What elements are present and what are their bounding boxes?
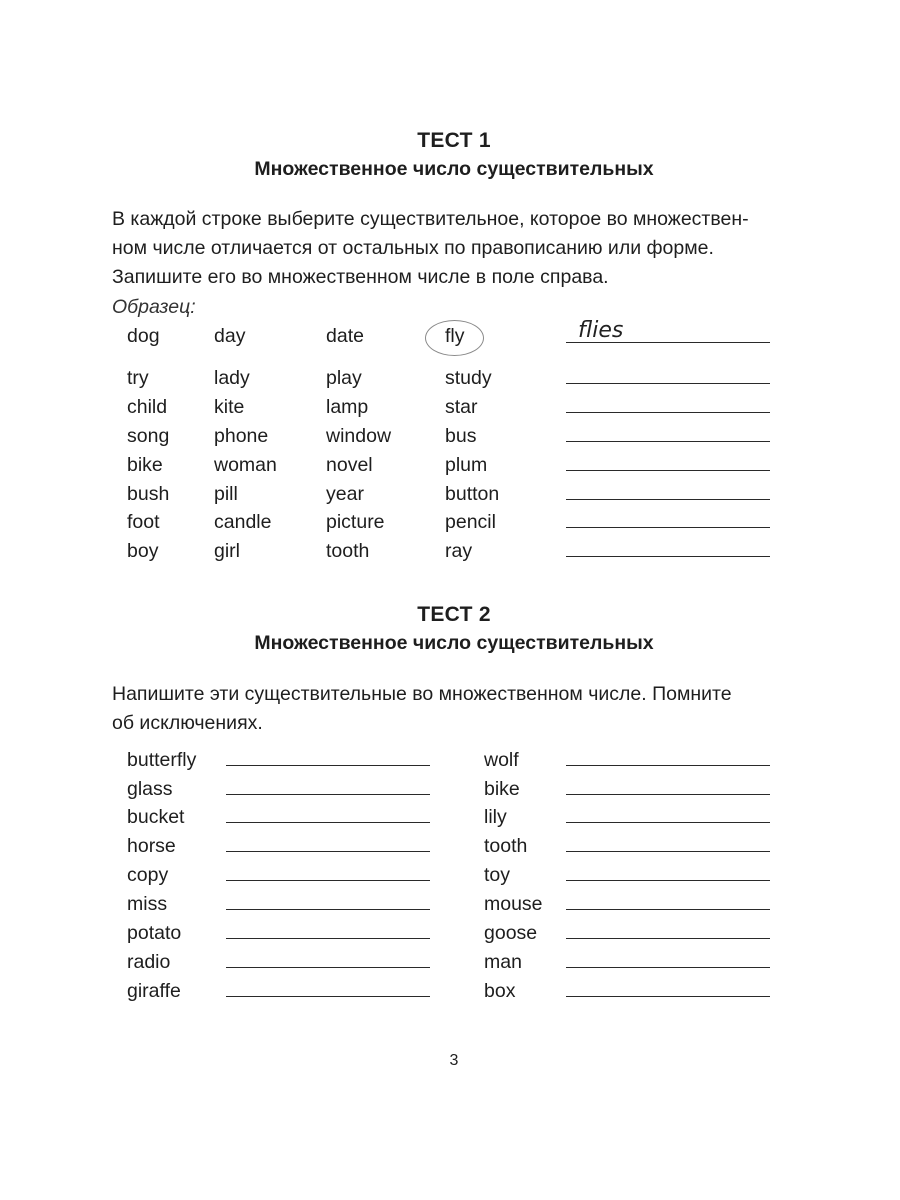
answer-line[interactable]: [226, 765, 430, 766]
row-word: ray: [445, 540, 473, 562]
test1-row: [0, 480, 900, 509]
test1-row: [0, 451, 900, 480]
test1-subtitle: Множественное число существительных: [254, 158, 654, 180]
test2-row: [0, 775, 900, 804]
test2-row: [0, 919, 900, 948]
row-word: year: [326, 483, 364, 505]
word-left: bucket: [127, 806, 185, 828]
sample-answer: flies: [578, 318, 624, 343]
sample-word: day: [214, 325, 246, 347]
test1-row: [0, 393, 900, 422]
answer-line[interactable]: [566, 880, 770, 881]
answer-line[interactable]: [566, 441, 770, 442]
test2-row: [0, 861, 900, 890]
word-left: radio: [127, 951, 171, 973]
word-left: butterfly: [127, 749, 197, 771]
test2-row: [0, 832, 900, 861]
test2-row: [0, 948, 900, 977]
test1-title: ТЕСТ 1: [417, 129, 491, 152]
test2-row: [0, 803, 900, 832]
row-word: kite: [214, 396, 245, 418]
row-word: phone: [214, 425, 269, 447]
row-word: song: [127, 425, 170, 447]
row-word: lady: [214, 367, 250, 389]
answer-line[interactable]: [226, 851, 430, 852]
test1-row: [0, 508, 900, 537]
instruction-line: ном числе отличается от остальных по правописанию или форме.: [112, 237, 714, 259]
answer-line[interactable]: [566, 383, 770, 384]
instruction-line: Запишите его во множественном числе в поле справа.: [112, 266, 609, 288]
sample-word: date: [326, 325, 364, 347]
answer-line[interactable]: [566, 412, 770, 413]
word-right: lily: [484, 806, 507, 828]
test1-row: [0, 364, 900, 393]
row-word: candle: [214, 511, 272, 533]
row-word: play: [326, 367, 362, 389]
sample-label: Образец:: [112, 296, 196, 318]
answer-line[interactable]: [226, 822, 430, 823]
word-right: tooth: [484, 835, 528, 857]
instruction-line: Напишите эти существительные во множественном числе. Помните: [112, 683, 732, 705]
answer-line[interactable]: [566, 851, 770, 852]
sample-word-circled: fly: [445, 325, 465, 347]
selection-circle: [425, 320, 484, 356]
answer-line[interactable]: [566, 556, 770, 557]
word-right: goose: [484, 922, 538, 944]
sample-answer-line: [566, 342, 770, 343]
answer-line[interactable]: [566, 499, 770, 500]
row-word: bush: [127, 483, 170, 505]
answer-line[interactable]: [226, 880, 430, 881]
row-word: child: [127, 396, 168, 418]
word-left: miss: [127, 893, 168, 915]
answer-line[interactable]: [226, 967, 430, 968]
answer-line[interactable]: [566, 822, 770, 823]
answer-line[interactable]: [226, 909, 430, 910]
row-word: novel: [326, 454, 373, 476]
word-left: glass: [127, 778, 173, 800]
word-left: potato: [127, 922, 182, 944]
row-word: star: [445, 396, 478, 418]
word-right: toy: [484, 864, 511, 886]
row-word: bus: [445, 425, 477, 447]
answer-line[interactable]: [566, 996, 770, 997]
answer-line[interactable]: [226, 794, 430, 795]
test2-instructions: [112, 680, 792, 738]
word-right: box: [484, 980, 516, 1002]
word-left: copy: [127, 864, 169, 886]
row-word: button: [445, 483, 500, 505]
answer-line[interactable]: [566, 909, 770, 910]
row-word: picture: [326, 511, 385, 533]
test2-row: [0, 977, 900, 1006]
row-word: boy: [127, 540, 159, 562]
word-right: wolf: [484, 749, 519, 771]
answer-line[interactable]: [566, 938, 770, 939]
row-word: pill: [214, 483, 238, 505]
answer-line[interactable]: [226, 938, 430, 939]
answer-line[interactable]: [566, 967, 770, 968]
word-right: man: [484, 951, 522, 973]
word-right: mouse: [484, 893, 543, 915]
row-word: woman: [214, 454, 277, 476]
test2-row: [0, 746, 900, 775]
answer-line[interactable]: [566, 794, 770, 795]
word-left: horse: [127, 835, 176, 857]
row-word: lamp: [326, 396, 369, 418]
instruction-line: об исключениях.: [112, 712, 263, 734]
test2-row: [0, 890, 900, 919]
answer-line[interactable]: [566, 765, 770, 766]
test1-row: [0, 537, 900, 566]
row-word: plum: [445, 454, 488, 476]
test2-subtitle: Множественное число существительных: [254, 632, 654, 654]
word-left: giraffe: [127, 980, 181, 1002]
row-word: pencil: [445, 511, 496, 533]
page-number: 3: [449, 1052, 459, 1069]
answer-line[interactable]: [566, 527, 770, 528]
row-word: window: [326, 425, 392, 447]
row-word: study: [445, 367, 492, 389]
test1-instructions: [112, 205, 792, 292]
row-word: try: [127, 367, 149, 389]
row-word: bike: [127, 454, 163, 476]
row-word: tooth: [326, 540, 370, 562]
test2-title: ТЕСТ 2: [417, 603, 491, 626]
instruction-line: В каждой строке выберите существительное, которое во множествен-: [112, 208, 749, 230]
row-word: foot: [127, 511, 160, 533]
answer-line[interactable]: [566, 470, 770, 471]
answer-line[interactable]: [226, 996, 430, 997]
test1-row: [0, 422, 900, 451]
row-word: girl: [214, 540, 241, 562]
word-right: bike: [484, 778, 520, 800]
sample-word: dog: [127, 325, 160, 347]
